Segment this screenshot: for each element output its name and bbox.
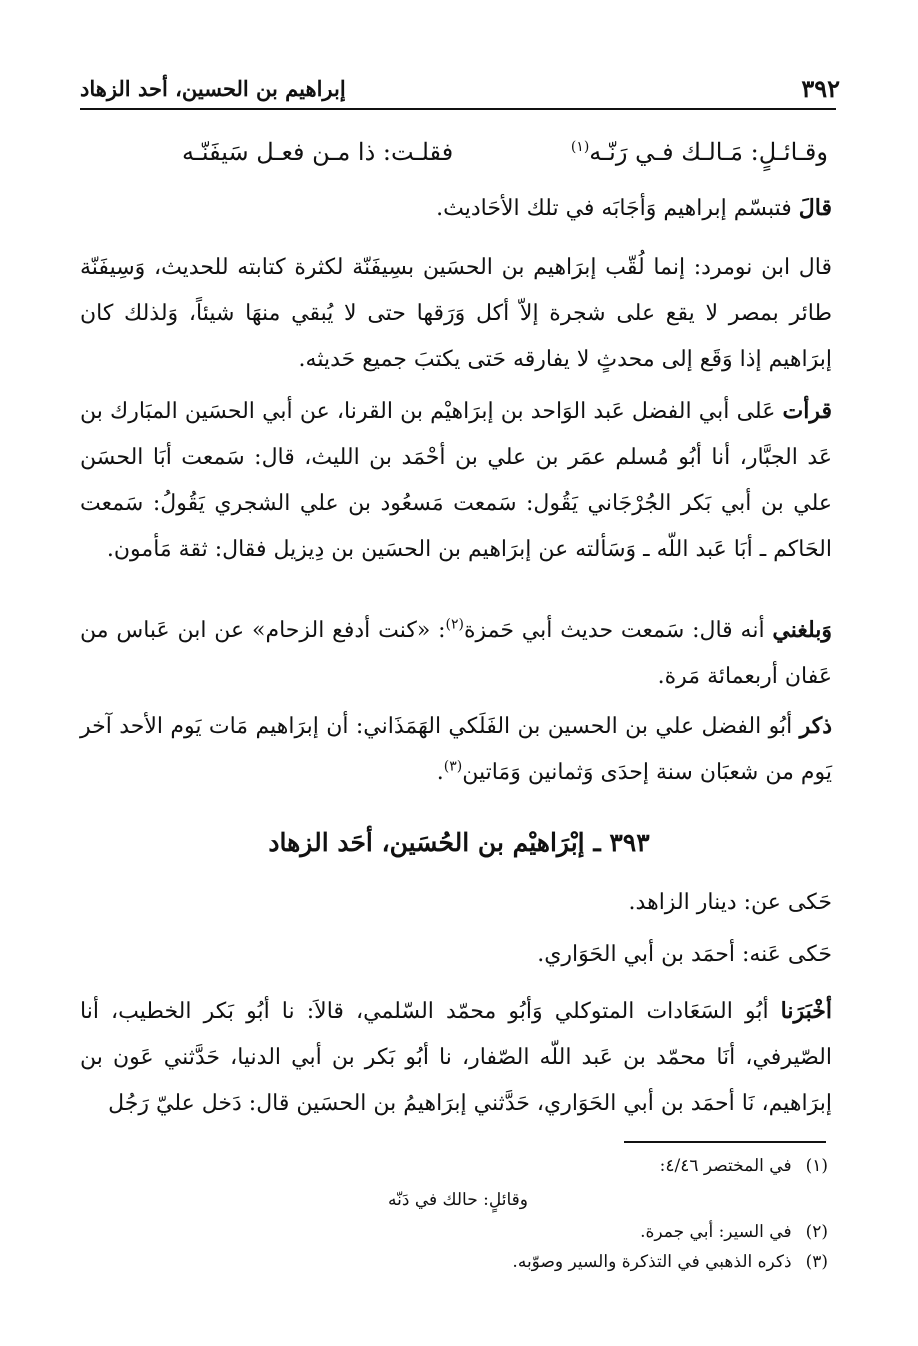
footnote-rule [624, 1141, 826, 1143]
paragraph-5: ذكر أبُو الفضل علي بن الحسين بن الفَلَكي الهَمَذَاني: أن إبرَاهيم مَات يَوم الأحد آخر يَوم من شعبَان سنة إحدَى وَثمانين وَمَاتين$^{(٣)}$. [80, 713, 832, 785]
running-title: إبراهيم بن الحسين، أحد الزهاد [80, 76, 346, 101]
paragraph-1: قالَ فتبسّم إبراهيم وَأجَابَه في تلك الأحَاديث. [436, 195, 832, 221]
footnote-verse: وقائلٍ: حالك في دَنّه [388, 1190, 528, 1210]
page-header [80, 72, 840, 106]
page-number: ٣٩٢ [801, 74, 840, 103]
footnote-ref-1: (١) [570, 139, 590, 155]
entry-narrated-from: حَكى عن: دينار الزاهد. [628, 890, 832, 915]
footnote-ref-2: (٢) [445, 616, 464, 633]
footnote-2: (٢)في السير: أبي جمرة. [640, 1222, 828, 1242]
entry-paragraph-isnad: أخْبَرَنا أبُو السَعَادات المتوكلي وَأبُو محمّد السّلمي، قالاَ: نا أبُو بَكر الخطيب، أنا الصّيرفي، أنَا محمّد بن عَبد اللّه الصّفار، نا أبُو بَكر بن أبي الدنيا، حَدَّثني عَون بن إبرَاهيم، نَا أحمَد بن أبي الحَوَاري، حَدَّثني إبرَاهيمُ بن الحسَين قال: دَخل عليّ رَجُل [80, 998, 832, 1116]
paragraph-3: قرأت عَلى أبي الفضل عَبد الوَاحد بن إبرَاهيْم بن القرنا، عن أبي الحسَين المبَارك بن عَد الجبَّار، أنا أبُو مُسلم عمَر بن علي بن أحْمَد بن الليث، قال: سَمعت أبَا الحسَن علي بن أبي بَكر الجُرْجَاني يَقُول: سَمعت مَسعُود بن علي الشجري يَقُولُ: سَمعت الحَاكم ـ أبَا عَبد اللّه ـ وَسَألته عن إبرَاهيم بن الحسَين بن دِيزيل فقال: ثقة مَأمون. [80, 398, 832, 562]
verse-first-hemistich: وقـائـلٍ: مَـالـك فـي رَنّـه$^{(١)}$ [570, 138, 828, 166]
paragraph-2: قال ابن نومرد: إنما لُقّب إبرَاهيم بن الحسَين بسِيفَنّة لكثرة كتابته للحديث، وَسِيفَنّة طائر بمصر لا يقع على شجرة إلاّ أكل وَرَقها حتى لا يُبقي منهَا شيئاً، وَلذلك كان إبرَاهيم إذا وَقَع إلى محدثٍ لا يفارقه حَتى يكتبَ جميع حَديثه. [80, 255, 832, 372]
entry-heading: ٣٩٣ ـ إبْرَاهيْم بن الحُسَين، أحَد الزهاد [268, 828, 650, 857]
verse-second-hemistich: فقلـت: ذا مـن فعـل سَيفَنّـه [182, 138, 454, 166]
entry-narrated-by: حَكى عَنه: أحمَد بن أبي الحَوَاري. [537, 942, 832, 967]
header-rule [80, 108, 836, 110]
footnote-3: (٣)ذكره الذهبي في التذكرة والسير وصوّبه. [512, 1252, 828, 1272]
paragraph-4: وَبلغني أنه قال: سَمعت حديث أبي حَمزة$^{(٢)}$: «كنت أدفع الزحام» عن ابن عَباس من عَفان أربعمائة مَرة. [80, 616, 832, 689]
footnote-ref-3: (٣) [443, 758, 463, 775]
footnote-1: (١)في المختصر ٤/٤٦: [659, 1156, 828, 1176]
